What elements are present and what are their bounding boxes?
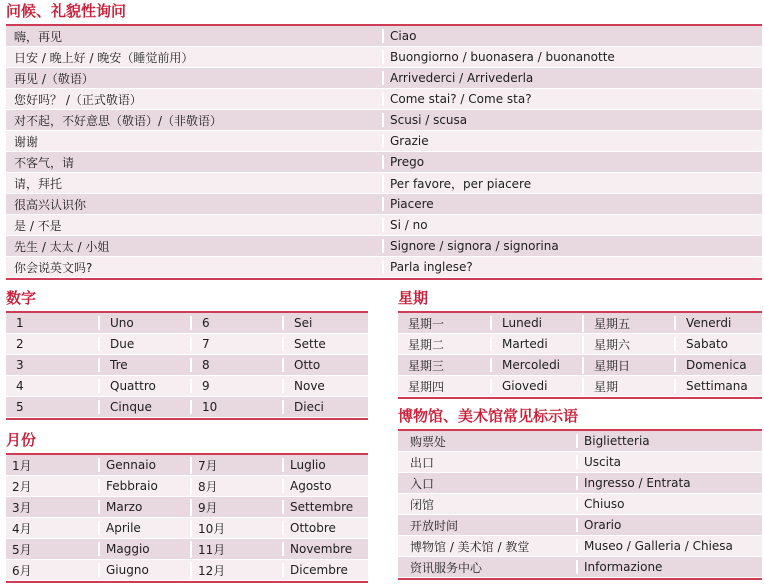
greetings-row: [6, 47, 762, 68]
months-cell: Marzo: [98, 500, 190, 514]
museum-cell: 购票处: [410, 434, 447, 449]
weekdays-cell: Mercoledi: [490, 358, 582, 372]
numbers-cell: Sei: [282, 316, 368, 330]
numbers-cell: 9: [190, 379, 282, 393]
months-cell: 12月: [190, 562, 282, 579]
weekdays-cell: 星期四: [408, 379, 445, 394]
greetings-cell: 您好吗？ /（正式敬语）: [14, 92, 142, 107]
greetings-cell: Piacere: [382, 197, 762, 211]
months-cell: Agosto: [282, 479, 368, 493]
greetings-row: [6, 131, 762, 152]
numbers-cell: Nove: [282, 379, 368, 393]
months-cell: 4月: [12, 521, 32, 536]
months-cell: Giugno: [98, 563, 190, 577]
months-title: 月份: [6, 431, 37, 449]
greetings-cell: Si / no: [382, 218, 762, 232]
months-cell: Febbraio: [98, 479, 190, 493]
museum-cell: Ingresso / Entrata: [576, 476, 762, 490]
weekdays-row: [398, 355, 762, 376]
museum-cell: Chiuso: [576, 497, 762, 511]
months-cell: 5月: [12, 542, 32, 557]
weekdays-cell: 星期二: [408, 337, 445, 352]
weekdays-table: [398, 311, 762, 399]
museum-cell: Informazione: [576, 560, 762, 574]
months-cell: 6月: [12, 563, 32, 578]
greetings-row: [6, 173, 762, 194]
months-cell: 8月: [190, 478, 282, 495]
weekdays-row: [398, 334, 762, 355]
museum-cell: Biglietteria: [576, 434, 762, 448]
numbers-row: [6, 355, 368, 376]
greetings-cell: 你会说英文吗?: [14, 260, 93, 275]
numbers-cell: Due: [98, 337, 190, 351]
weekdays-cell: Domenica: [674, 358, 762, 372]
weekdays-cell: 星期日: [582, 357, 674, 374]
greetings-cell: 不客气，请: [14, 155, 75, 170]
months-cell: 7月: [190, 457, 282, 474]
numbers-row: [6, 334, 368, 355]
greetings-row: [6, 110, 762, 131]
numbers-cell: 7: [190, 337, 282, 351]
greetings-cell: Prego: [382, 155, 762, 169]
museum-cell: Museo / Galleria / Chiesa: [576, 539, 762, 553]
greetings-row: [6, 68, 762, 89]
greetings-cell: Signore / signora / signorina: [382, 239, 762, 253]
weekdays-cell: 星期六: [582, 336, 674, 353]
months-cell: 9月: [190, 499, 282, 516]
numbers-cell: 10: [190, 400, 282, 414]
numbers-row: [6, 397, 368, 418]
numbers-cell: Otto: [282, 358, 368, 372]
greetings-row: [6, 194, 762, 215]
months-cell: 10月: [190, 520, 282, 537]
greetings-cell: Parla inglese?: [382, 260, 762, 274]
greetings-cell: 是 / 不是: [14, 218, 62, 233]
numbers-cell: 5: [16, 400, 24, 414]
greetings-cell: Arrivederci / Arrivederla: [382, 71, 762, 85]
museum-row: [398, 494, 762, 515]
greetings-row: [6, 257, 762, 278]
numbers-title: 数字: [6, 289, 37, 307]
greetings-cell: Grazie: [382, 134, 762, 148]
museum-cell: 出口: [410, 455, 435, 470]
numbers-cell: 3: [16, 358, 24, 372]
greetings-cell: Per favore，per piacere: [382, 175, 762, 192]
greetings-cell: 日安 / 晚上好 / 晚安（睡觉前用）: [14, 50, 194, 65]
greetings-row: [6, 89, 762, 110]
months-cell: Novembre: [282, 542, 368, 556]
months-cell: 3月: [12, 500, 32, 515]
numbers-table: [6, 311, 368, 420]
weekdays-title: 星期: [398, 289, 429, 307]
numbers-cell: Tre: [98, 358, 190, 372]
museum-cell: 闭馆: [410, 497, 435, 512]
greetings-cell: 先生 / 太太 / 小姐: [14, 239, 110, 254]
months-row: [6, 476, 368, 497]
greetings-row: [6, 236, 762, 257]
museum-row: [398, 452, 762, 473]
numbers-cell: 4: [16, 379, 24, 393]
greetings-cell: Buongiorno / buonasera / buonanotte: [382, 50, 762, 64]
museum-cell: 开放时间: [410, 518, 459, 533]
museum-row: [398, 536, 762, 557]
numbers-cell: 2: [16, 337, 24, 351]
numbers-cell: 8: [190, 358, 282, 372]
weekdays-cell: 星期: [582, 378, 674, 395]
weekdays-cell: Giovedi: [490, 379, 582, 393]
numbers-cell: 1: [16, 316, 24, 330]
weekdays-cell: Lunedi: [490, 316, 582, 330]
months-cell: Maggio: [98, 542, 190, 556]
museum-row: [398, 515, 762, 536]
numbers-cell: Sette: [282, 337, 368, 351]
months-row: [6, 455, 368, 476]
greetings-cell: 再见 /（敬语）: [14, 71, 94, 86]
greetings-cell: Come stai? / Come sta?: [382, 92, 762, 106]
numbers-cell: Dieci: [282, 400, 368, 414]
weekdays-cell: Venerdi: [674, 316, 762, 330]
months-cell: 1月: [12, 458, 32, 473]
museum-cell: 资讯服务中心: [410, 560, 483, 575]
greetings-cell: 请，拜托: [14, 176, 63, 191]
museum-row: [398, 473, 762, 494]
weekdays-cell: 星期三: [408, 358, 445, 373]
greetings-cell: Scusi / scusa: [382, 113, 762, 127]
museum-cell: 博物馆 / 美术馆 / 教堂: [410, 539, 530, 554]
numbers-cell: Uno: [98, 316, 190, 330]
greetings-cell: 对不起，不好意思（敬语）/（非敬语）: [14, 113, 223, 128]
greetings-cell: Ciao: [382, 29, 762, 43]
weekdays-cell: Settimana: [674, 379, 762, 393]
months-cell: Settembre: [282, 500, 368, 514]
greetings-cell: 嗨，再见: [14, 29, 63, 44]
numbers-row: [6, 313, 368, 334]
months-row: [6, 497, 368, 518]
months-row: [6, 560, 368, 581]
numbers-cell: Cinque: [98, 400, 190, 414]
months-cell: 11月: [190, 541, 282, 558]
museum-cell: Orario: [576, 518, 762, 532]
greetings-title: 问候、礼貌性询问: [6, 2, 127, 20]
weekdays-cell: Sabato: [674, 337, 762, 351]
months-cell: Luglio: [282, 458, 368, 472]
museum-cell: 入口: [410, 476, 435, 491]
museum-cell: Uscita: [576, 455, 762, 469]
greetings-table: [6, 24, 762, 280]
numbers-cell: 6: [190, 316, 282, 330]
weekdays-cell: 星期五: [582, 315, 674, 332]
museum-row: [398, 431, 762, 452]
weekdays-cell: Martedi: [490, 337, 582, 351]
weekdays-row: [398, 313, 762, 334]
greetings-row: [6, 152, 762, 173]
months-row: [6, 518, 368, 539]
months-cell: Dicembre: [282, 563, 368, 577]
greetings-cell: 很高兴认识你: [14, 197, 87, 212]
months-cell: Aprile: [98, 521, 190, 535]
greetings-row: [6, 215, 762, 236]
months-table: [6, 453, 368, 583]
museum-table: [398, 429, 762, 580]
numbers-row: [6, 376, 368, 397]
weekdays-cell: 星期一: [408, 316, 445, 331]
weekdays-row: [398, 376, 762, 397]
months-cell: Gennaio: [98, 458, 190, 472]
months-row: [6, 539, 368, 560]
greetings-cell: 谢谢: [14, 134, 39, 149]
greetings-row: [6, 26, 762, 47]
museum-row: [398, 557, 762, 578]
numbers-cell: Quattro: [98, 379, 190, 393]
museum-title: 博物馆、美术馆常见标示语: [398, 407, 579, 425]
months-cell: 2月: [12, 479, 32, 494]
months-cell: Ottobre: [282, 521, 368, 535]
